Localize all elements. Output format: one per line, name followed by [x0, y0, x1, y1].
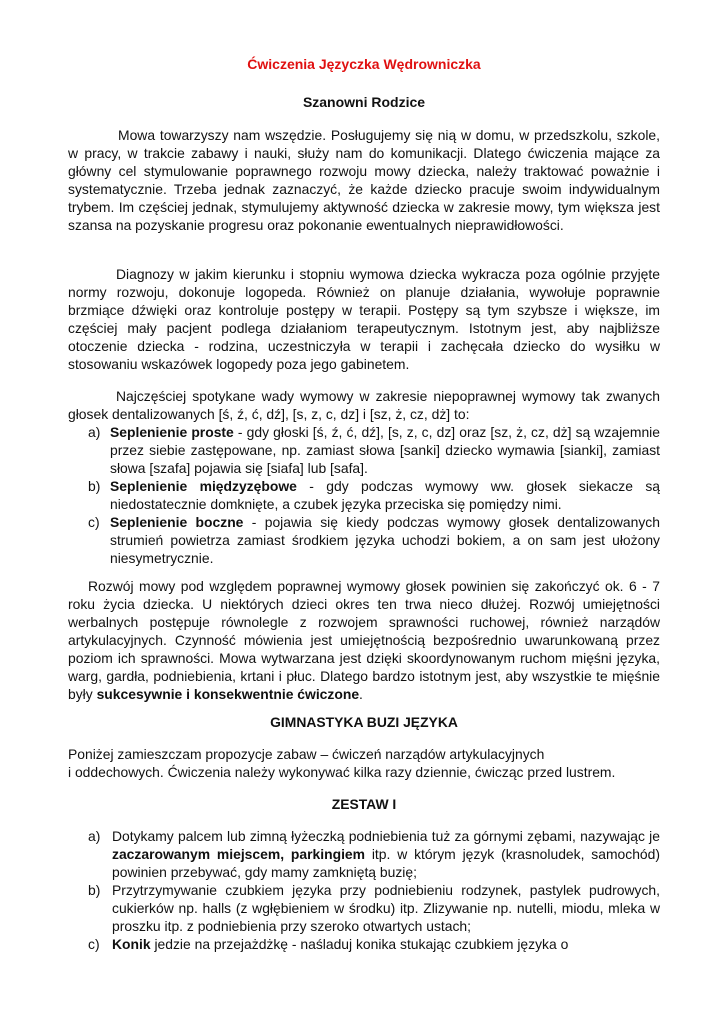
document-title: Ćwiczenia Języczka Wędrowniczka: [247, 56, 481, 72]
exercise-text: Dotykamy palcem lub zimną łyżeczką podniebienia tuż za górnymi zębami, nazywając je: [112, 828, 660, 844]
paragraph-diagnosis: Diagnozy w jakim kierunku i stopniu wymowa dziecka wykracza poza ogólnie przyjęte normy rozwoju, dokonuje logopeda. Również on planuje działania, wywołuje poprawnie brzmiące dźwięki oraz kontroluje postępy w terapii. Postępy są tym szybsze i większe, im częściej mały pacjent podlega działaniom terapeutycznym. Istotnym jest, aby najbliższe otoczenie dziecka - rodzina, uczestniczyła w terapii i zachęcała dziecko do wysiłku w stosowaniu wskazówek logopedy poza jego gabinetem.: [68, 266, 660, 372]
list-item: [68, 827, 660, 881]
paragraph-text: Rozwój mowy pod względem poprawnej wymowy głosek powinien się zakończyć ok. 6 - 7 roku życia dziecka. U niektórych dzieci okres ten trwa nieco dłużej. Rozwój umiejętności werbalnych postępuje równolegle z rozwojem sprawności ruchowej, również narządów artykulacyjnych. Czynność mówienia jest umiejętnością bezpośrednio uwarunkowaną przez poziom ich sprawności. Mowa wytwarzana jest dzięki skoordynowanym ruchom mięśni języka, warg, gardła, podniebienia, krtani i płuc. Dlatego bardzo istotnym jest, aby wszystkie te mięśnie były: [68, 578, 660, 702]
list-item: [68, 477, 660, 513]
exercises-list: [68, 827, 660, 953]
list-item: [68, 423, 660, 477]
defect-term: Seplenienie międzyzębowe: [110, 478, 297, 494]
defect-term: Seplenienie boczne: [110, 514, 244, 530]
list-item: [68, 881, 660, 935]
intro-line-2: i oddechowych. Ćwiczenia należy wykonywać kilka razy dziennie, ćwicząc przed lustrem.: [68, 764, 616, 780]
emphasis-text: sukcesywnie i konsekwentnie ćwiczone: [96, 686, 360, 702]
salutation: Szanowni Rodzice: [302, 94, 426, 110]
list-item: [68, 935, 660, 953]
list-marker: b): [88, 478, 101, 494]
list-marker: a): [88, 424, 101, 440]
emphasis-text: Konik: [112, 936, 151, 952]
defect-description: - pojawia się kiedy podczas wymowy głosek dentalizowanych strumień powietrza zamiast środkiem języka uchodzi bokiem, a on sam jest ułożony niesymetrycznie.: [110, 514, 660, 566]
paragraph-development: [68, 577, 660, 703]
exercise-text: Przytrzymywanie czubkiem języka przy podniebieniu rodzynek, pastylek pudrowych, cukierków np. halls (z wgłębieniem w środku) itp. Zlizywanie np. nutelli, miodu, mleka w proszku itp. z podniebienia przy szeroko otwartych ustach;: [112, 882, 660, 934]
exercise-text: jedzie na przejażdżkę - naśladuj konika stukając czubkiem języka o: [150, 936, 569, 952]
paragraph-exercises-intro: [68, 745, 660, 781]
exercise-text: itp. w którym język (krasnoludek, samochód) powinien przebywać, gdy mamy zamkniętą buzię;: [112, 846, 660, 880]
section-heading-gymnastics: GIMNASTYKA BUZI JĘZYKA: [270, 714, 458, 730]
defect-description: - gdy głoski [ś, ź, ć, dź], [s, z, c, dz] oraz [sz, ż, cz, dż] są wzajemnie przez siebie zastępowane, np. zamiast słowa [sanki] dziecko wymawia [sianki], zamiast słowa [szafa] pojawia się [siafa] lub [safa].: [110, 424, 660, 476]
list-marker: a): [88, 828, 101, 844]
list-item: [68, 513, 660, 567]
defect-term: Seplenienie proste: [110, 424, 234, 440]
emphasis-text: zaczarowanym miejscem, parkingiem: [112, 846, 366, 862]
list-marker: c): [88, 514, 100, 530]
intro-line-1: Poniżej zamieszczam propozycje zabaw – ćwiczeń narządów artykulacyjnych: [68, 746, 545, 762]
defect-description: - gdy podczas wymowy ww. głosek siekacze są niedostatecznie domknięte, a czubek języka przeciska się pomiędzy nimi.: [110, 478, 660, 512]
paragraph-end: .: [359, 686, 363, 702]
section-heading-set-1: ZESTAW I: [331, 796, 397, 812]
list-marker: c): [88, 936, 100, 952]
paragraph-intro: Mowa towarzyszy nam wszędzie. Posługujemy się nią w domu, w przedszkolu, szkole, w pracy, w trakcie zabawy i nauki, służy nam do komunikacji. Dlatego ćwiczenia mające za główny cel stymulowanie poprawnego rozwoju mowy dziecka, należy traktować poważnie i systematycznie. Trzeba jednak zaznaczyć, że każde dziecko pracuje swoim indywidualnym trybem. Im częściej jednak, stymulujemy aktywność dziecka w zakresie mowy, tym większa jest szansa na pozyskanie progresu oraz pokonanie ewentualnych nieprawidłowości.: [68, 127, 660, 233]
list-marker: b): [88, 882, 101, 898]
paragraph-defects-intro: Najczęściej spotykane wady wymowy w zakresie niepoprawnej wymowy tak zwanych głosek dentalizowanych [ś, ź, ć, dź], [s, z, c, dz] i [sz, ż, cz, dż] to:: [68, 388, 660, 422]
defects-list: [68, 423, 660, 567]
